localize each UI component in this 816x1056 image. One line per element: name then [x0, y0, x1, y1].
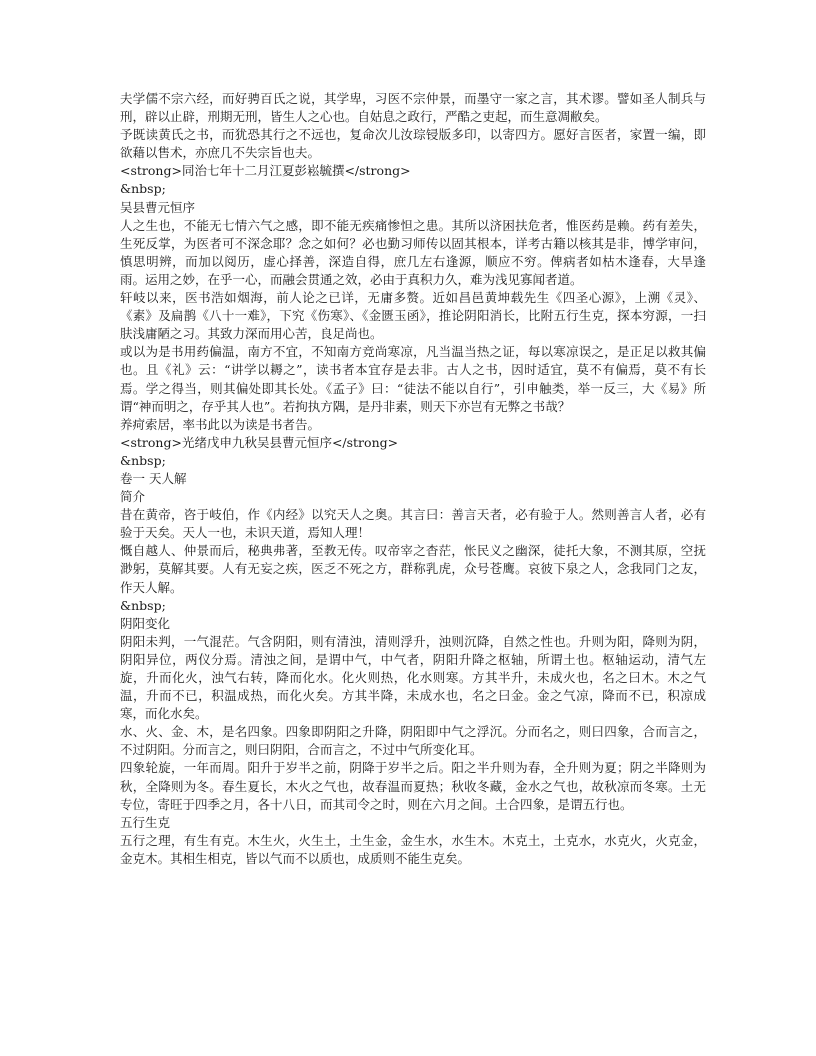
- paragraph: 阴阳未判，一气混茫。气含阴阳，则有清浊，清则浮升，浊则沉降，自然之性也。升则为阳，降则为阴，阴阳异位，两仪分焉。清浊之间，是谓中气，中气者，阴阳升降之枢轴，所谓土也。枢轴运动，清气左旋，升而化火，浊气右转，降而化水。化火则热，化水则寒。方其半升，未成火也，名之曰木。木之气温，升而不已，积温成热，而化火矣。方其半降，未成水也，名之曰金。金之气凉，降而不已，积凉成寒，而化水矣。: [120, 633, 706, 722]
- section-heading: 简介: [120, 489, 146, 505]
- paragraph: 慨自越人、仲景而后，秘典弗著，至教无传。叹帝宰之杳茫，怅民义之幽深，徒托大象，不测其原，空抚渺躬，莫解其要。人有无妄之疾，医乏不死之方，群称乳虎，众号苍鹰。哀彼下泉之人，念我同门之友，作天人解。: [120, 543, 706, 595]
- document-body: [120, 90, 706, 868]
- paragraph: 四象轮旋，一年而周。阳升于岁半之前，阴降于岁半之后。阳之半升则为春，全升则为夏；阴之半降则为秋，全降则为冬。春生夏长，木火之气也，故春温而夏热；秋收冬藏，金水之气也，故秋凉而冬寒。土无专位，寄旺于四季之月，各十八日，而其司令之时，则在六月之间。土合四象，是谓五行也。: [120, 760, 706, 812]
- signature-line: <strong>同治七年十二月江夏彭崧毓撰</strong>: [120, 163, 411, 179]
- spacer-line: &nbsp;: [120, 181, 166, 197]
- paragraph: 养疴索居，率书此以为读是书者告。: [120, 416, 321, 432]
- preface-heading: 吴县曹元恒序: [120, 199, 196, 215]
- paragraph: 或以为是书用药偏温，南方不宜，不知南方竞尚寒凉，凡当温当热之证，每以寒凉误之，是正足以救其偏也。且《礼》云：“讲学以耨之”，读书者本宜存是去非。古人之书，因时适宜，莫不有偏焉，莫不有长焉。学之得当，则其偏处即其长处。《孟子》曰：“徒法不能以自行”，引申触类，举一反三，大《易》所谓“神而明之，存乎其人也”。若拘执方隅，是丹非素，则天下亦岂有无弊之书哉？: [120, 344, 706, 414]
- paragraph: 轩岐以来，医书浩如烟海，前人论之已详，无庸多赘。近如昌邑黄坤载先生《四圣心源》，上溯《灵》、《素》及扁鹊《八十一难》，下究《伤寒》、《金匮玉函》，推论阴阳消长，比附五行生克，探本穷源，一扫肤浅庸陋之习。其致力深而用心苦，良足尚也。: [120, 290, 706, 342]
- spacer-line: &nbsp;: [120, 452, 166, 468]
- paragraph: 人之生也，不能无七情六气之感，即不能无疾痛惨怛之患。其所以济困扶危者，惟医药是赖。药有差失，生死反掌，为医者可不深念耶？念之如何？必也勤习师传以固其根本，详考古籍以核其是非，博学审问，慎思明辨，而加以阅历，虚心择善，深造自得，庶几左右逢源，顺应不穷。俾病者如枯木逢春，大旱逢雨。运用之妙，在乎一心，而融会贯通之效，必由于真积力久，难为浅见寡闻者道。: [120, 217, 706, 287]
- signature-line: <strong>光绪戊申九秋吴县曹元恒序</strong>: [120, 434, 399, 450]
- paragraph: 五行之理，有生有克。木生火，火生土，土生金，金生水，水生木。木克土，土克水，水克火，火克金，金克木。其相生相克，皆以气而不以质也，成质则不能生克矣。: [120, 832, 706, 866]
- volume-heading: 卷一 天人解: [120, 470, 187, 486]
- paragraph: 予既读黄氏之书，而犹恐其行之不远也，复命次儿汝琮锓版多印，以寄四方。愿好言医者，家置一编，即欲藉以售术，亦庶几不失宗旨也夫。: [120, 127, 706, 161]
- paragraph: 夫学儒不宗六经，而好骋百氏之说，其学卑，习医不宗仲景，而墨守一家之言，其术谬。譬如圣人制兵与刑，辟以止辟，刑期无刑，皆生人之心也。自姑息之政行，严酷之吏起，而生意凋敝矣。: [120, 91, 706, 125]
- paragraph: 昔在黄帝，咨于岐伯，作《内经》以究天人之奥。其言曰：善言天者，必有验于人。然则善言人者，必有验于天矣。天人一也，未识天道，焉知人理！: [120, 507, 706, 541]
- paragraph: 水、火、金、木，是名四象。四象即阴阳之升降，阴阳即中气之浮沉。分而名之，则曰四象，合而言之，不过阴阳。分而言之，则曰阴阳，合而言之，不过中气所变化耳。: [120, 724, 706, 758]
- section-heading: 阴阳变化: [120, 615, 171, 631]
- section-heading: 五行生克: [120, 814, 171, 830]
- spacer-line: &nbsp;: [120, 597, 166, 613]
